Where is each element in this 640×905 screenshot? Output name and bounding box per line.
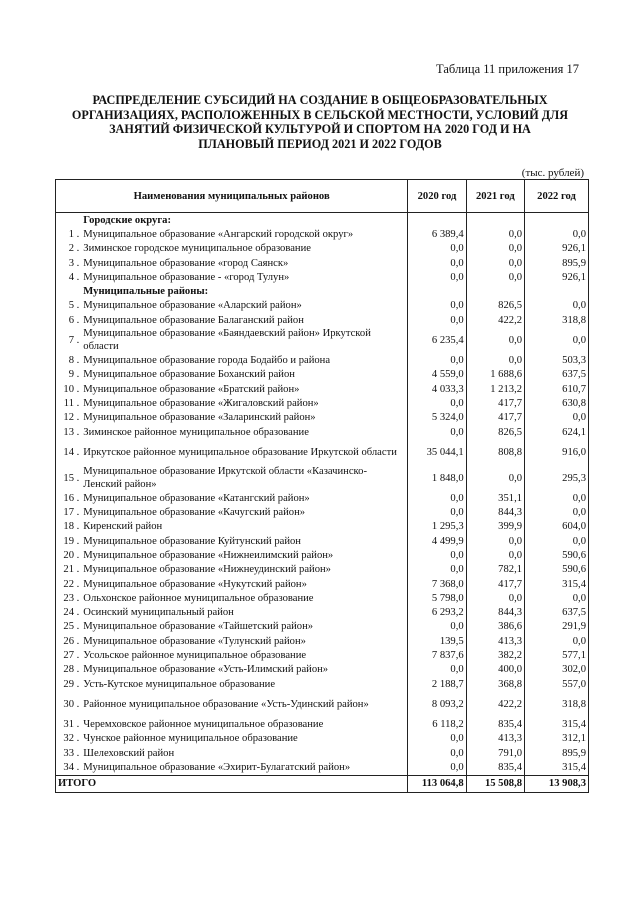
municipality-name: Муниципальное образование «Аларский район»: [81, 299, 408, 313]
cell-2021: 422,2: [466, 691, 524, 717]
row-number: 33 .: [56, 746, 82, 760]
cell-2020: [408, 284, 466, 298]
document-title: РАСПРЕДЕЛЕНИЕ СУБСИДИЙ НА СОЗДАНИЕ В ОБЩЕОБРАЗОВАТЕЛЬНЫХ ОРГАНИЗАЦИЯХ, РАСПОЛОЖЕННЫХ В СЕЛЬСКОЙ МЕСТНОСТИ, УСЛОВИЙ ДЛЯ ЗАНЯТИЙ ФИЗИЧЕСКОЙ КУЛЬТУРОЙ И СПОРТОМ НА 2020 ГОД И НА ПЛАНОВЫЙ ПЕРИОД 2021 И 2022 ГОДОВ: [71, 93, 569, 151]
row-number: 9 .: [56, 368, 82, 382]
row-number-value: 34: [63, 761, 74, 773]
cell-2022: 604,0: [525, 520, 589, 534]
table-row: [56, 591, 589, 605]
table-row: [56, 732, 589, 746]
cell-2021: 0,0: [466, 227, 524, 241]
cell-2020: 6 389,4: [408, 227, 466, 241]
table-row: [56, 256, 589, 270]
municipality-name: Муниципальное образование «Качугский район»: [81, 505, 408, 519]
row-number: 32 .: [56, 732, 82, 746]
table-row: [56, 746, 589, 760]
municipality-name: Муниципальное образование «Усть-Илимский район»: [81, 663, 408, 677]
row-number-value: 11: [63, 397, 74, 409]
cell-2021: [466, 284, 524, 298]
row-number-value: 26: [63, 635, 74, 647]
row-number-value: 7: [68, 334, 74, 346]
municipality-name: Зиминское городское муниципальное образование: [81, 242, 408, 256]
cell-2020: 0,0: [408, 732, 466, 746]
table-row: [56, 548, 589, 562]
table-row: [56, 313, 589, 327]
row-number: 23 .: [56, 591, 82, 605]
cell-2020: 6 235,4: [408, 327, 466, 353]
municipality-name: Иркутское районное муниципальное образование Иркутской области: [81, 439, 408, 465]
cell-2022: 895,9: [525, 256, 589, 270]
row-number-value: 12: [63, 412, 74, 424]
municipality-name: Районное муниципальное образование «Усть-Удинский район»: [81, 691, 408, 717]
cell-2020: 8 093,2: [408, 691, 466, 717]
row-number: 34 .: [56, 760, 82, 775]
cell-2020: 1 848,0: [408, 465, 466, 491]
cell-2021: 835,4: [466, 717, 524, 731]
cell-2022: 315,4: [525, 577, 589, 591]
row-number-value: 29: [63, 678, 74, 690]
table-row: [56, 425, 589, 439]
table-row: [56, 648, 589, 662]
row-number: 25 .: [56, 620, 82, 634]
cell-2020: 2 188,7: [408, 677, 466, 691]
row-number: 17 .: [56, 505, 82, 519]
municipality-name: Муниципальное образование Куйтунский район: [81, 534, 408, 548]
cell-2022: 318,8: [525, 691, 589, 717]
total-2021: 15 508,8: [466, 775, 524, 792]
table-body: [56, 213, 589, 776]
table-row: [56, 465, 589, 491]
table-row: [56, 563, 589, 577]
cell-2022: 302,0: [525, 663, 589, 677]
cell-2020: 4 033,3: [408, 382, 466, 396]
cell-2020: 6 118,2: [408, 717, 466, 731]
row-number: 1 .: [56, 227, 82, 241]
cell-2022: 637,5: [525, 368, 589, 382]
cell-2022: 312,1: [525, 732, 589, 746]
cell-2021: 0,0: [466, 465, 524, 491]
row-number: 5 .: [56, 299, 82, 313]
row-number-value: 14: [63, 446, 74, 458]
cell-2020: 1 295,3: [408, 520, 466, 534]
row-number: 20 .: [56, 548, 82, 562]
row-number-value: 25: [63, 621, 74, 633]
table-row: [56, 691, 589, 717]
table-row: [56, 353, 589, 367]
table-row: [56, 534, 589, 548]
cell-2021: 422,2: [466, 313, 524, 327]
row-number-value: 28: [63, 664, 74, 676]
cell-2020: 0,0: [408, 353, 466, 367]
cell-2021: 791,0: [466, 746, 524, 760]
row-number-value: 23: [63, 592, 74, 604]
cell-2022: 577,1: [525, 648, 589, 662]
municipality-name: Осинский муниципальный район: [81, 606, 408, 620]
table-row: [56, 577, 589, 591]
row-number: 16 .: [56, 491, 82, 505]
cell-2020: 0,0: [408, 313, 466, 327]
document-label: Таблица 11 приложения 17: [436, 62, 579, 76]
municipality-name: Киренский район: [81, 520, 408, 534]
cell-2020: 0,0: [408, 491, 466, 505]
cell-2020: 7 368,0: [408, 577, 466, 591]
table-row: [56, 634, 589, 648]
row-number: 10 .: [56, 382, 82, 396]
municipality-name: Муниципальное образование Иркутской области «Казачинско-Ленский район»: [81, 465, 408, 491]
municipality-name: Шелеховский район: [81, 746, 408, 760]
table-row: [56, 396, 589, 410]
cell-2021: 826,5: [466, 425, 524, 439]
cell-2021: 0,0: [466, 327, 524, 353]
row-number: 4 .: [56, 270, 82, 284]
subsidy-table: [55, 179, 589, 793]
cell-2021: 417,7: [466, 396, 524, 410]
cell-2022: 315,4: [525, 760, 589, 775]
row-number-value: 8: [68, 355, 74, 367]
table-row: [56, 760, 589, 775]
row-number: 30 .: [56, 691, 82, 717]
row-number-value: 21: [63, 564, 74, 576]
cell-2022: 315,4: [525, 717, 589, 731]
row-number-value: 3: [68, 257, 74, 269]
cell-2022: 610,7: [525, 382, 589, 396]
cell-2021: 808,8: [466, 439, 524, 465]
row-number-value: 30: [63, 698, 74, 710]
cell-2021: 413,3: [466, 732, 524, 746]
municipality-name: Муниципальное образование города Бодайбо и района: [81, 353, 408, 367]
cell-2022: 291,9: [525, 620, 589, 634]
cell-2020: 0,0: [408, 563, 466, 577]
cell-2021: 0,0: [466, 270, 524, 284]
row-number: 27 .: [56, 648, 82, 662]
municipality-name: Муниципальное образование «Баяндаевский район» Иркутской области: [81, 327, 408, 353]
cell-2021: 417,7: [466, 411, 524, 425]
row-number: 24 .: [56, 606, 82, 620]
municipality-name: Муниципальное образование «город Саянск»: [81, 256, 408, 270]
cell-2020: 5 798,0: [408, 591, 466, 605]
cell-2022: [525, 213, 589, 228]
cell-2021: 0,0: [466, 591, 524, 605]
cell-2020: 35 044,1: [408, 439, 466, 465]
row-number-value: 5: [68, 300, 74, 312]
cell-2022: 926,1: [525, 270, 589, 284]
row-number: 3 .: [56, 256, 82, 270]
row-number-value: 16: [63, 492, 74, 504]
cell-2020: 4 559,0: [408, 368, 466, 382]
cell-2021: 382,2: [466, 648, 524, 662]
table-row: [56, 270, 589, 284]
municipality-name: Муниципальное образование Балаганский район: [81, 313, 408, 327]
row-number-value: 33: [63, 747, 74, 759]
municipality-name: Муниципальное образование «Ангарский городской округ»: [81, 227, 408, 241]
table-row: [56, 606, 589, 620]
row-number-value: 15: [63, 472, 74, 484]
row-number-value: 32: [63, 733, 74, 745]
cell-2022: 0,0: [525, 491, 589, 505]
row-number-value: 6: [68, 314, 74, 326]
row-number: 18 .: [56, 520, 82, 534]
cell-2021: 399,9: [466, 520, 524, 534]
municipality-name: Муниципальное образование «Нижнеилимский район»: [81, 548, 408, 562]
row-number-value: 27: [63, 650, 74, 662]
cell-2022: 895,9: [525, 746, 589, 760]
cell-2021: 844,3: [466, 606, 524, 620]
header-name: Наименования муниципальных районов: [56, 180, 408, 213]
municipality-name: Чунское районное муниципальное образование: [81, 732, 408, 746]
cell-2020: 0,0: [408, 270, 466, 284]
cell-2021: 844,3: [466, 505, 524, 519]
cell-2020: 0,0: [408, 256, 466, 270]
municipality-name: Муниципальное образование «Жигаловский район»: [81, 396, 408, 410]
cell-2020: 0,0: [408, 620, 466, 634]
cell-2022: 0,0: [525, 411, 589, 425]
cell-2022: 916,0: [525, 439, 589, 465]
table-row: [56, 227, 589, 241]
table-row: [56, 663, 589, 677]
cell-2022: [525, 284, 589, 298]
cell-2021: 413,3: [466, 634, 524, 648]
row-number-value: 20: [63, 549, 74, 561]
municipality-name: Муниципальное образование «Нижнеудинский район»: [81, 563, 408, 577]
total-2022: 13 908,3: [525, 775, 589, 792]
cell-2020: 139,5: [408, 634, 466, 648]
cell-2021: 386,6: [466, 620, 524, 634]
cell-2022: 590,6: [525, 563, 589, 577]
cell-2021: 0,0: [466, 548, 524, 562]
municipality-name: Усть-Кутское муниципальное образование: [81, 677, 408, 691]
row-number: 13 .: [56, 425, 82, 439]
table-row: [56, 242, 589, 256]
cell-2021: 400,0: [466, 663, 524, 677]
row-number: [56, 213, 82, 228]
municipality-name: Черемховское районное муниципальное образование: [81, 717, 408, 731]
section-label: Муниципальные районы:: [81, 284, 408, 298]
total-2020: 113 064,8: [408, 775, 466, 792]
row-number-value: 31: [63, 718, 74, 730]
section-row: [56, 213, 589, 228]
row-number-value: 19: [63, 535, 74, 547]
cell-2022: 637,5: [525, 606, 589, 620]
cell-2021: 0,0: [466, 353, 524, 367]
header-2022: 2022 год: [525, 180, 589, 213]
total-row: [56, 775, 589, 792]
table-row: [56, 299, 589, 313]
cell-2022: 0,0: [525, 534, 589, 548]
municipality-name: Усольское районное муниципальное образование: [81, 648, 408, 662]
cell-2020: 0,0: [408, 299, 466, 313]
total-label: ИТОГО: [56, 775, 408, 792]
row-number: 7 .: [56, 327, 82, 353]
row-number: 22 .: [56, 577, 82, 591]
row-number: 29 .: [56, 677, 82, 691]
row-number: 14 .: [56, 439, 82, 465]
row-number-value: 1: [68, 228, 74, 240]
row-number: [56, 284, 82, 298]
cell-2022: 0,0: [525, 505, 589, 519]
cell-2020: 0,0: [408, 242, 466, 256]
row-number-value: 10: [63, 383, 74, 395]
cell-2022: 630,8: [525, 396, 589, 410]
municipality-name: Зиминское районное муниципальное образование: [81, 425, 408, 439]
cell-2022: 503,3: [525, 353, 589, 367]
section-row: [56, 284, 589, 298]
cell-2022: 0,0: [525, 299, 589, 313]
table-row: [56, 439, 589, 465]
cell-2022: 557,0: [525, 677, 589, 691]
row-number: 19 .: [56, 534, 82, 548]
row-number: 8 .: [56, 353, 82, 367]
cell-2022: 295,3: [525, 465, 589, 491]
table-row: [56, 677, 589, 691]
table-row: [56, 520, 589, 534]
cell-2021: 368,8: [466, 677, 524, 691]
header-2021: 2021 год: [466, 180, 524, 213]
cell-2021: 0,0: [466, 242, 524, 256]
table-row: [56, 505, 589, 519]
cell-2021: 417,7: [466, 577, 524, 591]
cell-2020: 0,0: [408, 663, 466, 677]
table-row: [56, 382, 589, 396]
row-number: 11 .: [56, 396, 82, 410]
cell-2022: 926,1: [525, 242, 589, 256]
municipality-name: Муниципальное образование «Тулунский район»: [81, 634, 408, 648]
cell-2020: 5 324,0: [408, 411, 466, 425]
section-label: Городские округа:: [81, 213, 408, 228]
table-row: [56, 717, 589, 731]
cell-2021: 826,5: [466, 299, 524, 313]
municipality-name: Муниципальное образование «Братский район»: [81, 382, 408, 396]
cell-2020: 0,0: [408, 425, 466, 439]
cell-2022: 318,8: [525, 313, 589, 327]
cell-2021: 1 688,6: [466, 368, 524, 382]
cell-2020: 0,0: [408, 746, 466, 760]
cell-2022: 0,0: [525, 227, 589, 241]
cell-2022: 0,0: [525, 634, 589, 648]
cell-2021: 1 213,2: [466, 382, 524, 396]
row-number: 28 .: [56, 663, 82, 677]
municipality-name: Ольхонское районное муниципальное образование: [81, 591, 408, 605]
cell-2021: 782,1: [466, 563, 524, 577]
cell-2021: 351,1: [466, 491, 524, 505]
table-header-row: [56, 180, 589, 213]
municipality-name: Муниципальное образование «Катангский район»: [81, 491, 408, 505]
cell-2022: 0,0: [525, 591, 589, 605]
row-number-value: 4: [68, 271, 74, 283]
municipality-name: Муниципальное образование - «город Тулун»: [81, 270, 408, 284]
cell-2020: 0,0: [408, 548, 466, 562]
table-row: [56, 411, 589, 425]
cell-2020: 0,0: [408, 760, 466, 775]
municipality-name: Муниципальное образование «Нукутский район»: [81, 577, 408, 591]
municipality-name: Муниципальное образование Боханский район: [81, 368, 408, 382]
cell-2021: 0,0: [466, 256, 524, 270]
row-number: 21 .: [56, 563, 82, 577]
row-number: 31 .: [56, 717, 82, 731]
cell-2021: 0,0: [466, 534, 524, 548]
cell-2021: 835,4: [466, 760, 524, 775]
municipality-name: Муниципальное образование «Эхирит-Булагатский район»: [81, 760, 408, 775]
row-number: 15 .: [56, 465, 82, 491]
table-row: [56, 368, 589, 382]
table-row: [56, 327, 589, 353]
cell-2021: [466, 213, 524, 228]
cell-2020: 0,0: [408, 505, 466, 519]
table-row: [56, 491, 589, 505]
row-number-value: 24: [63, 607, 74, 619]
cell-2022: 0,0: [525, 327, 589, 353]
row-number-value: 13: [63, 426, 74, 438]
cell-2020: [408, 213, 466, 228]
row-number-value: 22: [63, 578, 74, 590]
cell-2020: 6 293,2: [408, 606, 466, 620]
row-number: 6 .: [56, 313, 82, 327]
cell-2020: 0,0: [408, 396, 466, 410]
row-number-value: 9: [68, 369, 74, 381]
header-2020: 2020 год: [408, 180, 466, 213]
row-number: 12 .: [56, 411, 82, 425]
row-number-value: 17: [63, 507, 74, 519]
table-row: [56, 620, 589, 634]
cell-2020: 4 499,9: [408, 534, 466, 548]
units-label: (тыс. рублей): [521, 167, 584, 179]
row-number-value: 18: [63, 521, 74, 533]
cell-2020: 7 837,6: [408, 648, 466, 662]
municipality-name: Муниципальное образование «Заларинский район»: [81, 411, 408, 425]
row-number: 26 .: [56, 634, 82, 648]
cell-2022: 590,6: [525, 548, 589, 562]
row-number: 2 .: [56, 242, 82, 256]
row-number-value: 2: [68, 243, 74, 255]
cell-2022: 624,1: [525, 425, 589, 439]
municipality-name: Муниципальное образование «Тайшетский район»: [81, 620, 408, 634]
